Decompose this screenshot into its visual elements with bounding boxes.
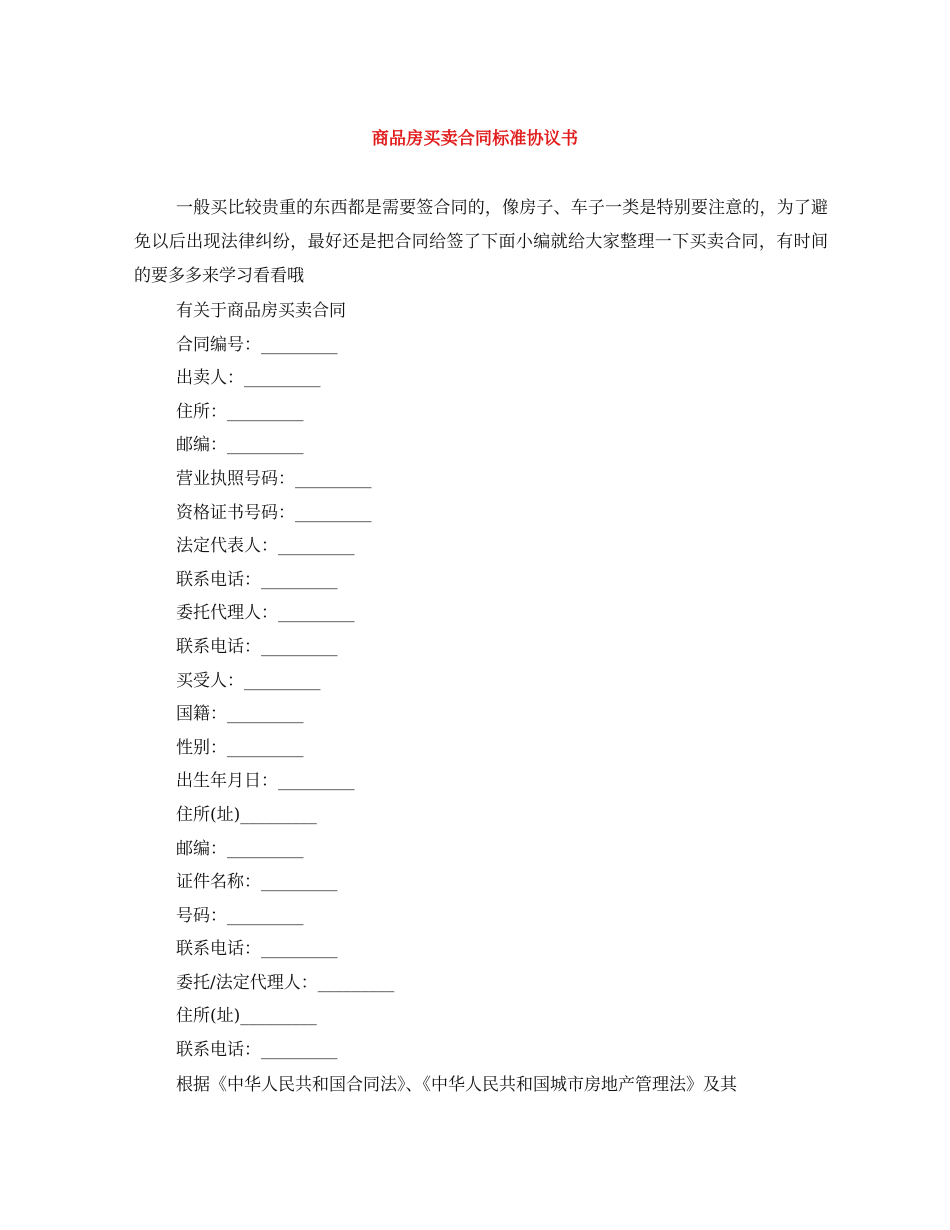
field-buyer-agent-address: 住所(址)_________ — [176, 1006, 317, 1027]
contract-subtitle: 有关于商品房买卖合同 — [176, 301, 346, 321]
field-birth-date: 出生年月日：_________ — [176, 771, 355, 792]
field-id-type: 证件名称：_________ — [176, 872, 338, 893]
field-seller-phone: 联系电话：_________ — [176, 569, 338, 590]
field-business-license: 营业执照号码：_________ — [176, 468, 372, 489]
field-buyer-phone: 联系电话：_________ — [176, 939, 338, 960]
field-seller-address: 住所：_________ — [176, 401, 304, 422]
field-seller: 出卖人：_________ — [176, 368, 321, 389]
document-title: 商品房买卖合同标准协议书 — [371, 129, 579, 149]
field-buyer-postcode: 邮编：_________ — [176, 838, 304, 859]
field-seller-agent: 委托代理人：_________ — [176, 603, 355, 624]
field-seller-agent-phone: 联系电话：_________ — [176, 636, 338, 657]
field-seller-postcode: 邮编：_________ — [176, 435, 304, 456]
field-buyer: 买受人：_________ — [176, 670, 321, 691]
intro-paragraph: 一般买比较贵重的东西都是需要签合同的，像房子、车子一类是特别要注意的，为了避免以后出现法律纠纷，最好还是把合同给签了下面小编就给大家整理一下买卖合同，有时间的要多多来学习看看哦 — [134, 198, 828, 286]
legal-basis-line: 根据《中华人民共和国合同法》、《中华人民共和国城市房地产管理法》及其 — [176, 1075, 737, 1095]
contract-field-list — [176, 295, 394, 1068]
field-legal-representative: 法定代表人：_________ — [176, 536, 355, 557]
field-qualification-cert: 资格证书号码：_________ — [176, 502, 372, 523]
field-id-number: 号码：_________ — [176, 905, 304, 926]
field-buyer-address: 住所(址)_________ — [176, 804, 317, 825]
field-contract-number: 合同编号：_________ — [176, 334, 338, 355]
field-nationality: 国籍：_________ — [176, 704, 304, 725]
field-gender: 性别：_________ — [176, 737, 304, 758]
field-buyer-agent-phone: 联系电话：_________ — [176, 1040, 338, 1061]
field-buyer-agent: 委托/法定代理人：_________ — [176, 972, 395, 993]
